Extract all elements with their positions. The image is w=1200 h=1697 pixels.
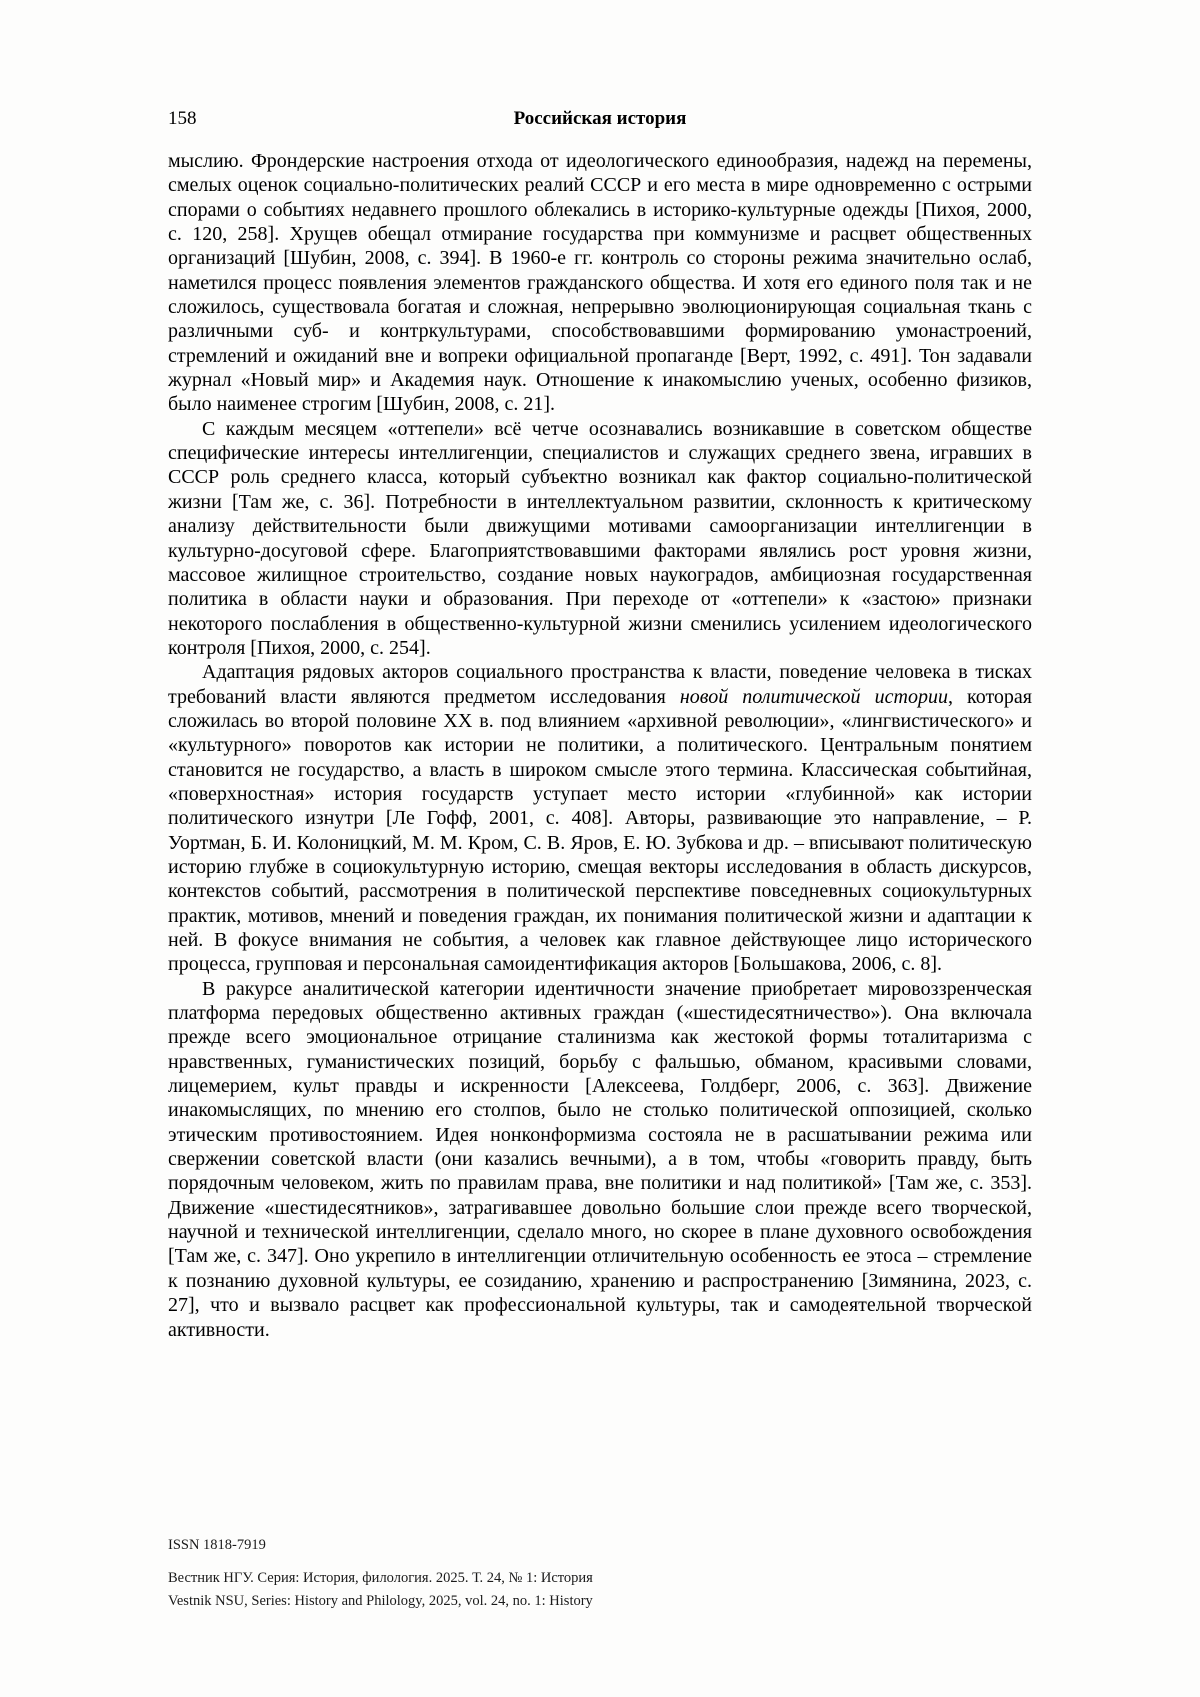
paragraph xyxy=(168,417,1032,660)
text-run: В ракурсе аналитической категории идентичности значение приобретает мировоззренческая платформа передовых общественно активных граждан («шестидесятничество»). Она включала прежде всего эмоциональное отрицание сталинизма как жестокой формы тоталитаризма с нравственных, гуманистических позиций, борьбу с фальшью, обманом, красивыми словами, лицемерием, культ правды и искренности [Алексеева, Голдберг, 2006, с. 363]. Движение инакомыслящих, по мнению его столпов, было не столько политической оппозицией, сколько этическим противостоянием. Идея нонконформизма состояла не в расшатывании режима или свержении советской власти (они казались вечными), а в том, чтобы «говорить правду, быть порядочным человеком, жить по правилам права, вне политики и над политикой» [Там же, с. 353]. Движение «шестидесятников», затрагивавшее довольно большие слои прежде всего творческой, научной и технической интеллигенции, сделало много, но скорее в плане духовного освобождения [Там же, с. 347]. Оно укрепило в интеллигенции отличительную особенность ее этоса – стремление к познанию духовной культуры, ее созиданию, хранению и распространению [Зимянина, 2023, с. 27], что и вызвало расцвет как профессиональной культуры, так и самодеятельной творческой активности. xyxy=(168,977,1032,1341)
paragraph xyxy=(168,149,1032,417)
journal-citation-en: Vestnik NSU, Series: History and Philology, 2025, vol. 24, no. 1: History xyxy=(168,1593,593,1609)
italic-text-run: новой политической истории xyxy=(679,685,948,708)
article-body xyxy=(168,149,1032,1342)
text-run: , которая сложилась во второй половине XX в. под влиянием «архивной революции», «лингвистического» и «культурного» поворотов как истории не политики, а политического. Центральным понятием становится не государство, а власть в широком смысле этого термина. Классическая событийная, «поверхностная» история государств уступает место истории «глубинной» как истории политического изнутри [Ле Гофф, 2001, с. 408]. Авторы, развивающие это направление, – Р. Уортман, Б. И. Колоницкий, М. М. Кром, С. В. Яров, Е. Ю. Зубкова и др. – вписывают политическую историю глубже в социокультурную историю, смещая векторы исследования в область дискурсов, контекстов событий, рассмотрения в политической перспективе повседневных социокультурных практик, мотивов, мнений и поведения граждан, их понимания политической жизни и адаптации к ней. В фокусе внимания не события, а человек как главное действующее лицо исторического процесса, групповая и персональная самоидентификация акторов [Большакова, 2006, с. 8]. xyxy=(168,685,1033,976)
text-run: Адаптация рядовых акторов социального пространства к власти, поведение человека в тисках требований власти являются предметом исследования xyxy=(168,661,1032,708)
issn-line: ISSN 1818-7919 xyxy=(168,1537,266,1553)
paragraph xyxy=(168,977,1032,1342)
paragraph xyxy=(168,660,1032,976)
journal-citation-ru: Вестник НГУ. Серия: История, филология. 2025. Т. 24, № 1: История xyxy=(168,1570,593,1586)
page-footer xyxy=(168,1534,1032,1613)
page-number: 158 xyxy=(168,108,197,129)
text-run: мыслию. Фрондерские настроения отхода от идеологического единообразия, надежд на перемены, смелых оценок социально-политических реалий СССР и его места в мире одновременно с острыми спорами о событиях недавнего прошлого облекались в историко-культурные одежды [Пихоя, 2000, с. 120, 258]. Хрущев обещал отмирание государства при коммунизме и расцвет общественных организаций [Шубин, 2008, с. 394]. В 1960-е гг. контроль со стороны режима значительно ослаб, наметился процесс появления элементов гражданского общества. И хотя его единого поля так и не сложилось, существовала богатая и сложная, непрерывно эволюционирующая социальная ткань с различными суб- и контркультурами, способствовавшими формированию умонастроений, стремлений и ожиданий вне и вопреки официальной пропаганде [Верт, 1992, с. 491]. Тон задавали журнал «Новый мир» и Академия наук. Отношение к инакомыслию ученых, особенно физиков, было наименее строгим [Шубин, 2008, с. 21]. xyxy=(168,150,1032,416)
text-run: С каждым месяцем «оттепели» всё четче осознавались возникавшие в советском обществе специфические интересы интеллигенции, специалистов и служащих среднего звена, игравших в СССР роль среднего класса, который субъектно возникал как фактор социально-политической жизни [Там же, с. 36]. Потребности в интеллектуальном развитии, склонность к критическому анализу действительности были движущими мотивами самоорганизации интеллигенции в культурно-досуговой сфере. Благоприятствовавшими факторами являлись рост уровня жизни, массовое жилищное строительство, создание новых наукоградов, амбициозная государственная политика в области науки и образования. При переходе от «оттепели» к «застою» признаки некоторого послабления в общественно-культурной жизни сменились усилением идеологического контроля [Пихоя, 2000, с. 254]. xyxy=(168,417,1032,659)
page-header xyxy=(168,107,1032,131)
running-title: Российская история xyxy=(513,108,687,129)
